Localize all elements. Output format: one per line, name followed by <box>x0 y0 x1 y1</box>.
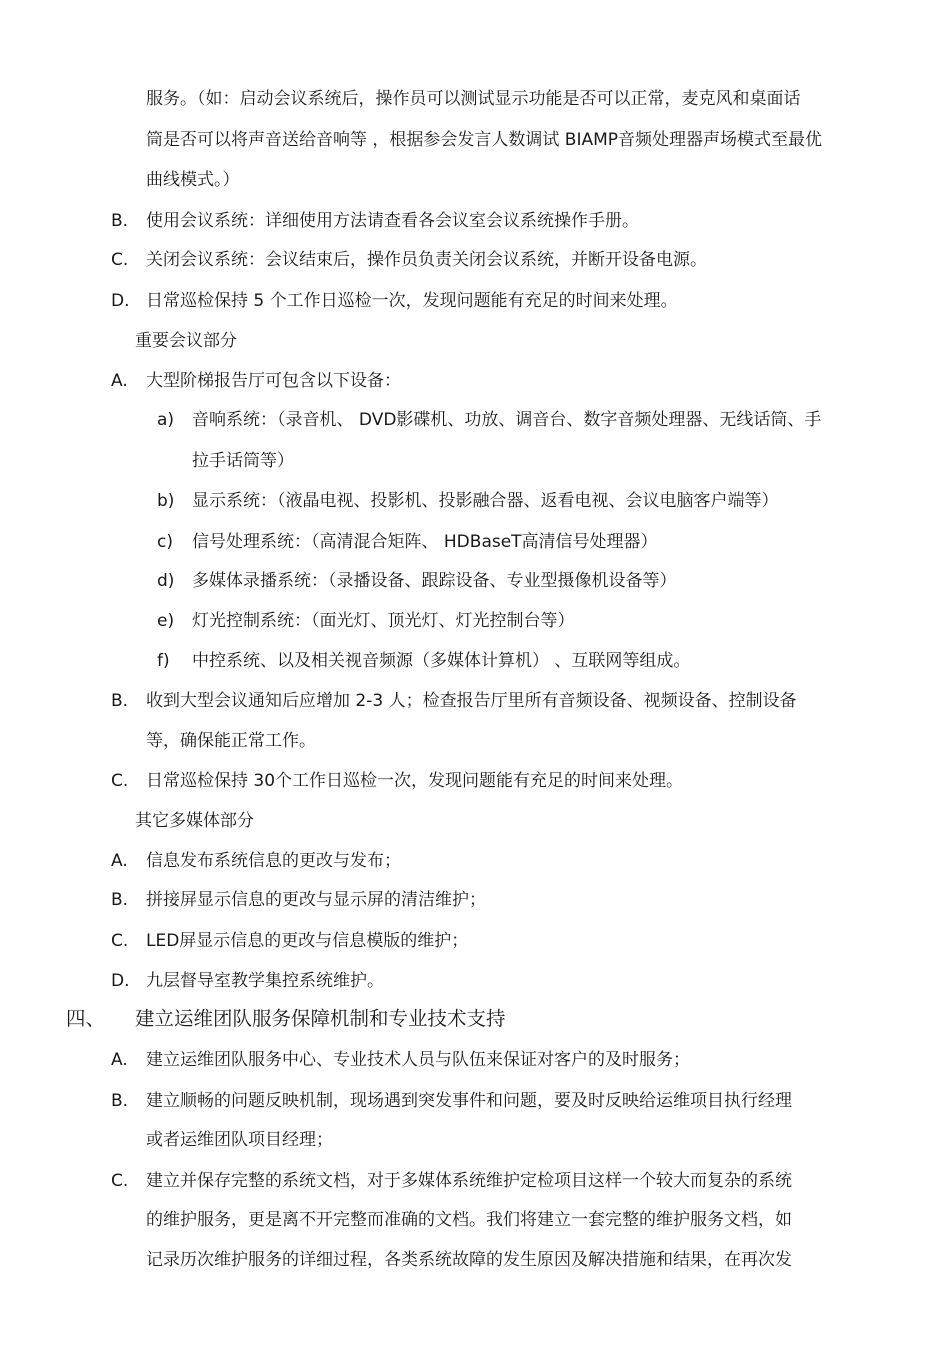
list-item-text: 日常巡检保持 5 个工作日巡检一次，发现问题能有充足的时间来处理。 <box>146 291 678 311</box>
sublist-marker: c) <box>157 532 173 552</box>
list-item-text: 建立运维团队服务中心、专业技术人员与队伍来保证对客户的及时服务； <box>146 1050 690 1070</box>
list-item-continuation: 等，确保能正常工作。 <box>146 731 316 751</box>
list-marker: C. <box>111 1171 129 1191</box>
subsection-title: 其它多媒体部分 <box>135 811 254 831</box>
section-heading: 建立运维团队服务保障机制和专业技术支持 <box>135 1007 506 1030</box>
list-marker: D. <box>111 971 130 991</box>
section-number: 四、 <box>66 1007 106 1030</box>
subsection-title: 重要会议部分 <box>135 331 237 351</box>
list-item-text: 收到大型会议通知后应增加 2-3 人；检查报告厅里所有音频设备、视频设备、控制设备 <box>146 691 797 711</box>
list-item-text: 建立顺畅的问题反映机制，现场遇到突发事件和问题，要及时反映给运维项目执行经理 <box>146 1091 792 1111</box>
list-item-text: LED屏显示信息的更改与信息模版的维护； <box>146 931 469 951</box>
sublist-marker: b) <box>157 491 175 511</box>
intro-line-3: 曲线模式。） <box>146 170 240 190</box>
sublist-marker: d) <box>157 571 175 591</box>
list-item-continuation: 或者运维团队项目经理； <box>146 1130 333 1150</box>
list-item-text: 日常巡检保持 30个工作日巡检一次，发现问题能有充足的时间来处理。 <box>146 771 684 791</box>
list-marker: A. <box>111 851 128 871</box>
list-item-text: 使用会议系统：详细使用方法请查看各会议室会议系统操作手册。 <box>146 211 639 231</box>
sublist-marker: e) <box>157 611 175 631</box>
list-marker: B. <box>111 1091 129 1111</box>
list-marker: A. <box>111 371 128 391</box>
sublist-item-text: 信号处理系统：（高清混合矩阵、 HDBaseT高清信号处理器） <box>192 532 658 552</box>
list-marker: C. <box>111 250 129 270</box>
intro-line-2: 筒是否可以将声音送给音响等 ，根据参会发言人数调试 BIAMP音频处理器声场模式至最优 <box>146 130 823 150</box>
sublist-marker: f) <box>157 651 170 671</box>
list-item-text: 建立并保存完整的系统文档，对于多媒体系统维护定检项目这样一个较大而复杂的系统 <box>146 1171 792 1191</box>
list-item-text: 信息发布系统信息的更改与发布； <box>146 851 401 871</box>
list-item-text: 九层督导室教学集控系统维护。 <box>146 971 384 991</box>
sublist-item-continuation: 拉手话筒等） <box>192 451 294 471</box>
sublist-item-text: 音响系统：（录音机、 DVD影碟机、功放、调音台、数字音频处理器、无线话筒、手 <box>192 410 822 430</box>
list-marker: B. <box>111 691 129 711</box>
sublist-item-text: 灯光控制系统：（面光灯、顶光灯、灯光控制台等） <box>192 611 575 631</box>
list-marker: B. <box>111 211 129 231</box>
sublist-item-text: 多媒体录播系统：（录播设备、跟踪设备、专业型摄像机设备等） <box>192 571 677 591</box>
list-marker: C. <box>111 771 129 791</box>
sublist-item-text: 中控系统、以及相关视音频源（多媒体计算机） 、互联网等组成。 <box>192 651 691 671</box>
list-item-continuation: 记录历次维护服务的详细过程，各类系统故障的发生原因及解决措施和结果，在再次发 <box>146 1250 792 1270</box>
list-marker: B. <box>111 890 129 910</box>
list-item-continuation: 的维护服务，更是离不开完整而准确的文档。我们将建立一套完整的维护服务文档，如 <box>146 1210 792 1230</box>
list-item-text: 关闭会议系统：会议结束后，操作员负责关闭会议系统，并断开设备电源。 <box>146 250 707 270</box>
sublist-marker: a) <box>157 410 175 430</box>
list-item-text: 拼接屏显示信息的更改与显示屏的清洁维护； <box>146 890 486 910</box>
list-marker: C. <box>111 931 129 951</box>
list-marker: A. <box>111 1050 128 1070</box>
sublist-item-text: 显示系统：（液晶电视、投影机、投影融合器、返看电视、会议电脑客户端等） <box>192 491 779 511</box>
list-marker: D. <box>111 291 130 311</box>
list-item-text: 大型阶梯报告厅可包含以下设备： <box>146 371 401 391</box>
intro-line-1: 服务。（如：启动会议系统后，操作员可以测试显示功能是否可以正常，麦克风和桌面话 <box>146 89 801 109</box>
